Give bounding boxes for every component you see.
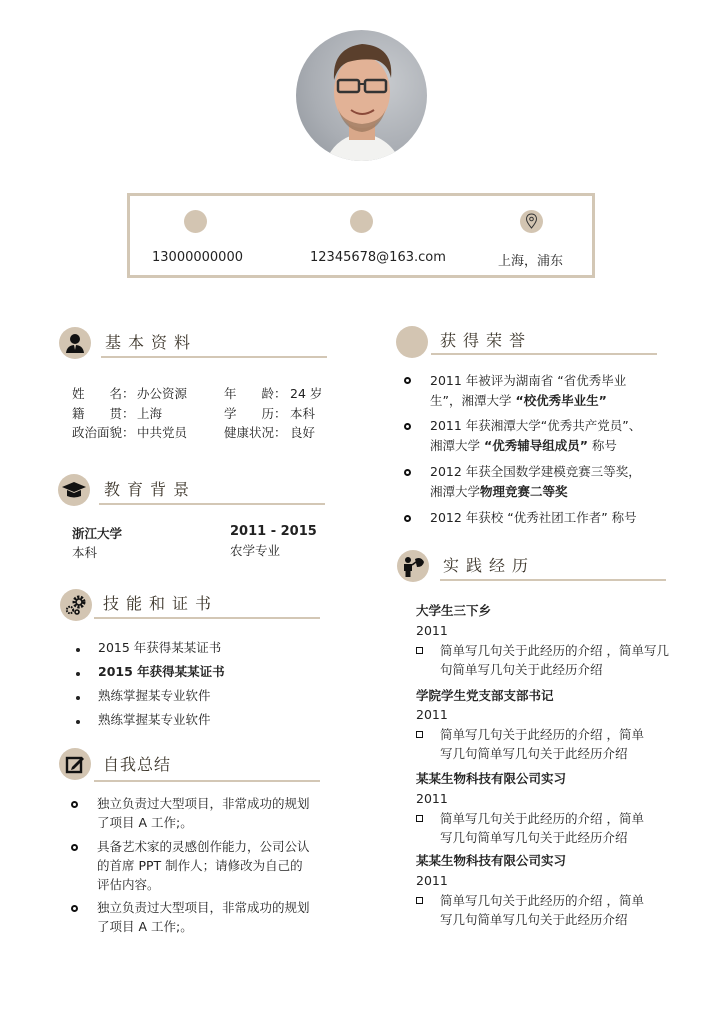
school-name: 浙江大学 <box>72 526 123 541</box>
section-divider <box>94 617 320 619</box>
practice-year: 2011 <box>416 707 448 722</box>
practice-year: 2011 <box>416 873 448 888</box>
phone-icon <box>184 210 207 233</box>
section-divider <box>440 579 666 581</box>
user-icon <box>59 327 91 359</box>
bullet-icon <box>71 905 78 912</box>
portrait-icon <box>296 30 427 161</box>
practice-description: 简单写几句关于此经历的介绍 ，简单 写几句简单写几句关于此经历介绍 <box>440 727 644 761</box>
square-bullet-icon <box>416 731 423 738</box>
practice-year: 2011 <box>416 791 448 806</box>
graduation-cap-icon <box>58 474 90 506</box>
practice-name: 某某生物科技有限公司实习 <box>416 771 567 786</box>
practice-name: 大学生三下乡 <box>416 603 492 618</box>
field-education-label: 学 历： <box>224 406 287 421</box>
bullet-icon <box>404 377 411 384</box>
honor-item: 2011 年被评为湖南省 “省优秀毕业 生”，湘潭大学 “校优秀毕业生” <box>430 373 627 408</box>
presenter-icon <box>397 550 429 582</box>
practice-description: 简单写几句关于此经历的介绍 ，简单 写几句简单写几句关于此经历介绍 <box>440 811 644 845</box>
phone-number: 13000000000 <box>152 250 243 265</box>
honor-item: 2012 年获校 “优秀社团工作者” 称号 <box>430 510 637 525</box>
section-divider <box>99 503 325 505</box>
square-bullet-icon <box>416 897 423 904</box>
gears-icon <box>60 589 92 621</box>
bullet-icon <box>71 844 78 851</box>
practice-name: 学院学生党支部支部书记 <box>416 688 554 703</box>
bullet-icon <box>76 696 80 700</box>
field-health-label: 健康状况： <box>224 425 287 440</box>
location-text: 上海，浦东 <box>498 254 564 269</box>
bullet-icon <box>404 423 411 430</box>
mail-icon <box>350 210 373 233</box>
field-name-value: 办公资源 <box>137 386 188 401</box>
field-politics-value: 中共党员 <box>137 425 188 440</box>
field-politics-label: 政治面貌： <box>72 425 135 440</box>
contact-box <box>127 193 595 278</box>
bullet-icon <box>76 720 80 724</box>
skill-item: 熟练掌握某专业软件 <box>98 688 211 703</box>
degree: 本科 <box>72 545 98 560</box>
practice-description: 简单写几句关于此经历的介绍 ，简单 写几句简单写几句关于此经历介绍 <box>440 893 644 927</box>
section-title-basic-info: 基本资料 <box>105 333 198 352</box>
summary-item: 独立负责过大型项目，非常成功的规划 了项目 A 工作;。 <box>97 796 310 830</box>
field-health-value: 良好 <box>290 425 316 440</box>
section-title-summary: 自我总结 <box>103 755 172 774</box>
bullet-icon <box>71 801 78 808</box>
bullet-icon <box>76 672 80 676</box>
skill-item: 2015 年获得某某证书 <box>98 664 225 679</box>
bullet-icon <box>404 515 411 522</box>
practice-description: 简单写几句关于此经历的介绍 ，简单写几 句简单写几句关于此经历介绍 <box>440 643 669 677</box>
section-title-education: 教育背景 <box>104 480 197 499</box>
award-icon <box>396 326 428 358</box>
honor-item: 2012 年获全国数学建模竞赛三等奖， 湘潭大学物理竞赛二等奖 <box>430 464 641 499</box>
skill-item: 熟练掌握某专业软件 <box>98 712 211 727</box>
section-divider <box>101 356 327 358</box>
field-origin-label: 籍 贯： <box>72 406 135 421</box>
practice-year: 2011 <box>416 623 448 638</box>
square-bullet-icon <box>416 815 423 822</box>
section-divider <box>94 780 320 782</box>
field-age-value: 24 岁 <box>290 386 323 401</box>
profile-photo <box>296 30 427 161</box>
edit-icon <box>59 748 91 780</box>
field-age-label: 年 龄： <box>224 386 287 401</box>
field-education-value: 本科 <box>290 406 316 421</box>
field-origin-value: 上海 <box>137 406 163 421</box>
field-name-label: 姓 名： <box>72 386 135 401</box>
bullet-icon <box>404 469 411 476</box>
bullet-icon <box>76 648 80 652</box>
square-bullet-icon <box>416 647 423 654</box>
section-title-honors: 获得荣誉 <box>440 331 533 350</box>
section-title-practice: 实践经历 <box>443 556 536 575</box>
section-title-skills: 技能和证书 <box>103 594 219 613</box>
section-divider <box>431 353 657 355</box>
summary-item: 具备艺术家的灵感创作能力，公司公认 的首席 PPT 制作人；请修改为自己的 评估内容。 <box>97 839 310 892</box>
study-period: 2011 - 2015 <box>230 524 317 539</box>
email-address: 12345678@163.com <box>310 250 446 265</box>
location-pin-icon <box>520 210 543 233</box>
honor-item: 2011 年获湘潭大学“优秀共产党员”、 湘潭大学 “优秀辅导组成员” 称号 <box>430 418 642 453</box>
summary-item: 独立负责过大型项目，非常成功的规划 了项目 A 工作;。 <box>97 900 310 934</box>
skill-item: 2015 年获得某某证书 <box>98 640 222 655</box>
practice-name: 某某生物科技有限公司实习 <box>416 853 567 868</box>
major: 农学专业 <box>230 543 281 558</box>
